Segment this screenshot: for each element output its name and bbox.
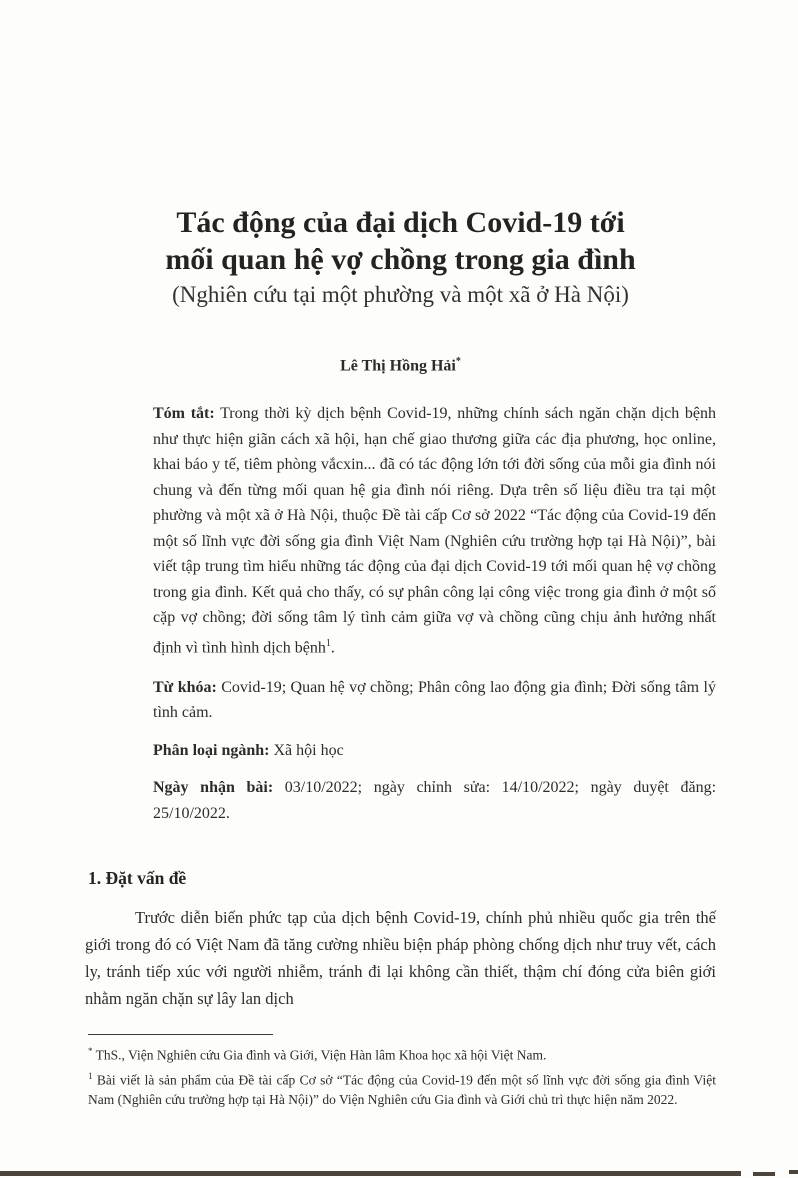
author-line	[85, 351, 716, 377]
keywords-label: Từ khóa:	[153, 678, 217, 696]
abstract-footnote-ref: 1	[325, 637, 331, 649]
footnote-separator	[88, 1034, 273, 1035]
article-title	[85, 204, 716, 278]
scan-edge-line-corner	[789, 1170, 798, 1174]
abstract-tail: .	[330, 639, 335, 657]
classification-text: Xã hội học	[273, 741, 344, 759]
keywords-text: Covid-19; Quan hệ vợ chồng; Phân công lao động gia đình; Đời sống tâm lý tình cảm.	[153, 678, 716, 722]
dates-text: 03/10/2022; ngày chỉnh sửa: 14/10/2022; ngày duyệt đăng: 25/10/2022.	[153, 779, 717, 822]
footnote-text-project: Bài viết là sản phẩm của Đề tài cấp Cơ sở “Tác động của Covid-19 đến một số lĩnh vực đời sống gia đình Việt Nam (Nghiên cứu trường hợp tại Hà Nội)” do Viện Nghiên cứu Gia đình và Giới chủ trì thực hiện năm 2022.	[88, 1072, 716, 1108]
footnote-marker-1: 1	[88, 1070, 93, 1081]
article-subtitle: (Nghiên cứu tại một phường và một xã ở Hà Nội)	[172, 282, 629, 307]
dates-paragraph	[153, 775, 716, 826]
author-name: Lê Thị Hồng Hải	[340, 357, 456, 375]
dates-label: Ngày nhận bài:	[153, 779, 274, 797]
footnotes-area	[88, 1034, 716, 1110]
abstract-text: Trong thời kỳ dịch bệnh Covid-19, những chính sách ngăn chặn dịch bệnh như thực hiện giãn cách xã hội, hạn chế giao thương giữa các địa phương, học online, khai báo y tế, tiêm phòng vắcxin... đã có tác động lớn tới đời sống của mỗi gia đình nói chung và đến từng mối quan hệ gia đình nói riêng. Dựa trên số liệu điều tra tại một phường và một xã ở Hà Nội, thuộc Đề tài cấp Cơ sở 2022 “Tác động của Covid-19 đến một số lĩnh vực đời sống gia đình Việt Nam (Nghiên cứu trường hợp tại Hà Nội)”, bài viết tập trung tìm hiểu những tác động của đại dịch Covid-19 tới mối quan hệ vợ chồng trong gia đình. Kết quả cho thấy, có sự phân công lại công việc trong gia đình ở một số cặp vợ chồng; đời sống tâm lý tình cảm giữa vợ và chồng cũng chịu ảnh hưởng nhất định vì tình hình dịch bệnh	[153, 405, 716, 657]
scan-edge-line-dash	[753, 1172, 775, 1176]
footnote-author-affiliation	[88, 1041, 716, 1066]
section-1-heading: 1. Đặt vấn đề	[88, 868, 187, 889]
abstract-label: Tóm tắt:	[153, 405, 215, 423]
footnote-text-affiliation: ThS., Viện Nghiên cứu Gia đình và Giới, Viện Hàn lâm Khoa học xã hội Việt Nam.	[95, 1047, 547, 1063]
classification-paragraph	[153, 738, 716, 764]
classification-label: Phân loại ngành:	[153, 741, 270, 759]
keywords-paragraph	[153, 675, 716, 726]
author-footnote-marker: *	[455, 356, 461, 367]
section-1-paragraph: Trước diễn biến phức tạp của dịch bệnh Covid-19, chính phủ nhiều quốc gia trên thế giới trong đó có Việt Nam đã tăng cường nhiều biện pháp phòng chống dịch như truy vết, cách ly, tránh tiếp xúc với người nhiễm, tránh đi lại không cần thiết, thậm chí đóng cửa biên giới nhằm ngăn chặn sự lây lan dịch	[85, 908, 716, 1009]
article-title-line1: Tác động của đại dịch Covid-19 tới	[176, 206, 625, 239]
scan-edge-line-main	[0, 1171, 741, 1176]
footnote-marker-asterisk: *	[88, 1046, 93, 1057]
footnote-project-note	[88, 1066, 716, 1111]
abstract-paragraph	[153, 401, 716, 660]
article-title-line2: mối quan hệ vợ chồng trong gia đình	[165, 243, 636, 276]
